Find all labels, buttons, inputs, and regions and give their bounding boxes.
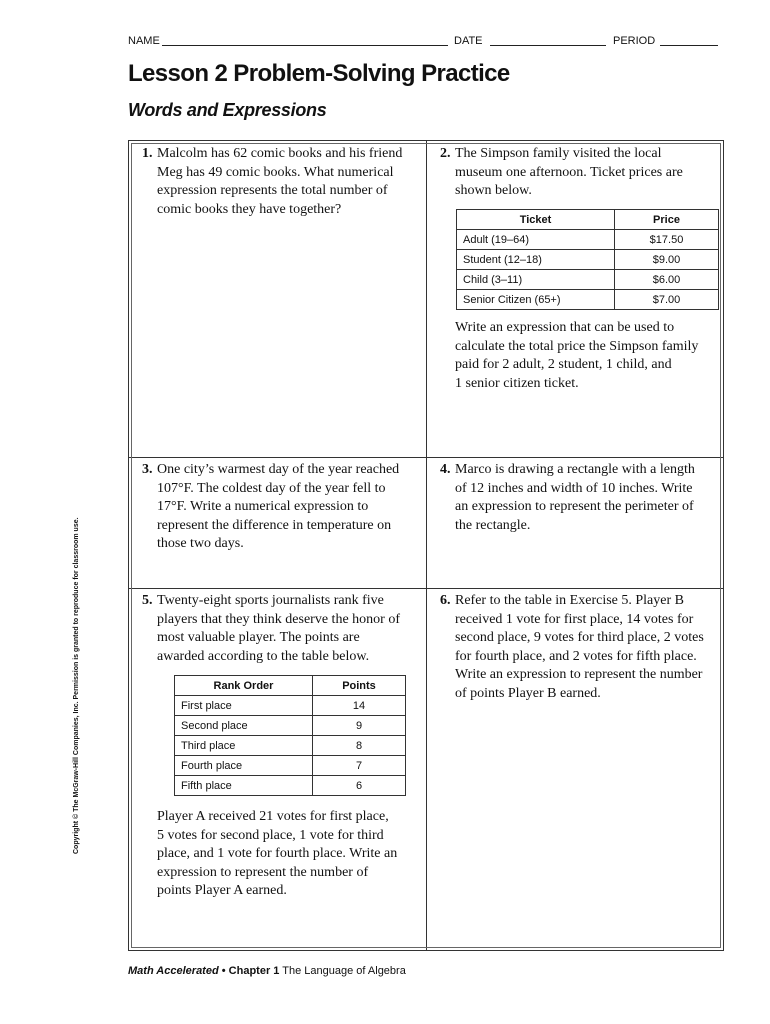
problem-line: comic books they have together? [157,201,342,217]
table-row [175,696,406,716]
problem-6 [440,592,725,703]
table-cell: $6.00 [615,270,719,290]
problem-number: 5. [142,593,153,608]
copyright-notice: Copyright © The McGraw-Hill Companies, Inc. Permission is granted to reproduce for classroom use. [73,517,80,854]
problem-line: points Player A earned. [157,883,287,898]
problem-line: 107°F. The coldest day of the year fell to [157,480,386,496]
problem-line: 17°F. Write a numerical expression to [157,499,369,514]
problem-line: Malcolm has 62 comic books and his friend [157,146,403,161]
table-cell: Child (3–11) [457,270,615,290]
table-cell: 14 [313,696,406,716]
table-header: Price [615,210,719,230]
problem-2 [440,145,725,201]
period-field[interactable] [660,45,718,46]
problem-line: place, and 1 vote for fourth place. Write an [157,846,398,861]
problem-line: of 12 inches and width of 10 inches. Write [455,480,693,496]
problem-number: 2. [440,146,451,161]
problem-number: 3. [142,462,153,477]
problem-line: calculate the total price the Simpson family [455,338,699,354]
problem-line: represent the difference in temperature on [157,517,392,533]
problem-line: Write an expression to represent the number [455,667,703,682]
table-cell: $17.50 [615,230,719,250]
table-header: Points [313,676,406,696]
table-row [457,290,719,310]
problem-line: expression represents the total number of [157,183,388,198]
problem-4 [440,461,725,535]
table-header: Rank Order [175,676,313,696]
table-cell: First place [175,696,313,716]
header-fields [128,33,720,49]
problem-1 [142,145,427,219]
problem-line: 1 senior citizen ticket. [455,375,579,391]
problem-line: Marco is drawing a rectangle with a length [455,462,695,477]
problem-line: Twenty-eight sports journalists rank five [157,593,384,608]
problem-line: awarded according to the table below. [157,648,370,664]
problem-3 [142,461,427,554]
problem-line: expression to represent the number of [157,864,369,880]
table-header: Ticket [457,210,615,230]
footer-separator: • [221,965,226,977]
page-title: Lesson 2 Problem-Solving Practice [128,60,510,87]
table-cell: Adult (19–64) [457,230,615,250]
problem-line: the rectangle. [455,517,531,533]
problem-line: Player A received 21 votes for first place, [157,809,389,824]
name-label: NAME [128,35,160,47]
problem-line: received 1 vote for first place, 14 votes for [455,611,694,627]
problem-line: most valuable player. The points are [157,630,360,645]
date-label: DATE [454,35,483,47]
ticket-price-table [456,209,719,310]
problem-number: 1. [142,146,153,161]
name-field[interactable] [162,45,448,46]
table-row [175,756,406,776]
rank-points-table [174,675,406,796]
table-row [175,776,406,796]
table-row [457,270,719,290]
footer-chapter: Chapter 1 [228,965,280,977]
problem-line: shown below. [455,183,532,198]
problem-line: One city’s warmest day of the year reached [157,462,400,477]
problem-line: paid for 2 adult, 2 student, 1 child, and [455,357,672,372]
table-row [457,230,719,250]
problem-line: The Simpson family visited the local [455,146,662,161]
problem-number: 6. [440,593,451,608]
date-field[interactable] [490,45,606,46]
table-cell: 6 [313,776,406,796]
problem-line: for fourth place, and 2 votes for fifth place. [455,648,697,664]
grid-divider-row2 [129,588,723,589]
table-cell: Fifth place [175,776,313,796]
problem-5-question [157,808,427,901]
footer-chapter-title: The Language of Algebra [282,965,406,977]
grid-divider-row1 [129,457,723,458]
problem-line: 5 votes for second place, 1 vote for third [157,827,384,843]
table-cell: Student (12–18) [457,250,615,270]
table-cell: 9 [313,716,406,736]
footer-book-title: Math Accelerated [128,965,219,977]
table-cell: Fourth place [175,756,313,776]
table-row [175,736,406,756]
table-cell: 8 [313,736,406,756]
period-label: PERIOD [613,35,656,47]
problem-line: Write an expression that can be used to [455,320,675,335]
problem-line: Refer to the table in Exercise 5. Player B [455,593,684,608]
table-cell: $7.00 [615,290,719,310]
problem-number: 4. [440,462,451,477]
table-cell: Second place [175,716,313,736]
table-cell: $9.00 [615,250,719,270]
page-subtitle: Words and Expressions [128,100,327,120]
problem-line: Meg has 49 comic books. What numerical [157,164,394,180]
problem-line: of points Player B earned. [455,685,601,701]
problem-2-question [455,319,725,393]
table-cell: Senior Citizen (65+) [457,290,615,310]
table-cell: 7 [313,756,406,776]
problem-5 [142,592,427,666]
problem-grid [128,140,724,951]
table-row [175,716,406,736]
table-cell: Third place [175,736,313,756]
problem-line: an expression to represent the perimeter of [455,499,694,514]
table-row [457,250,719,270]
problem-line: second place, 9 votes for third place, 2 votes [455,630,704,645]
problem-line: those two days. [157,536,244,551]
problem-line: museum one afternoon. Ticket prices are [455,164,683,180]
problem-line: players that they think deserve the honor of [157,611,400,627]
page-footer [128,965,406,977]
